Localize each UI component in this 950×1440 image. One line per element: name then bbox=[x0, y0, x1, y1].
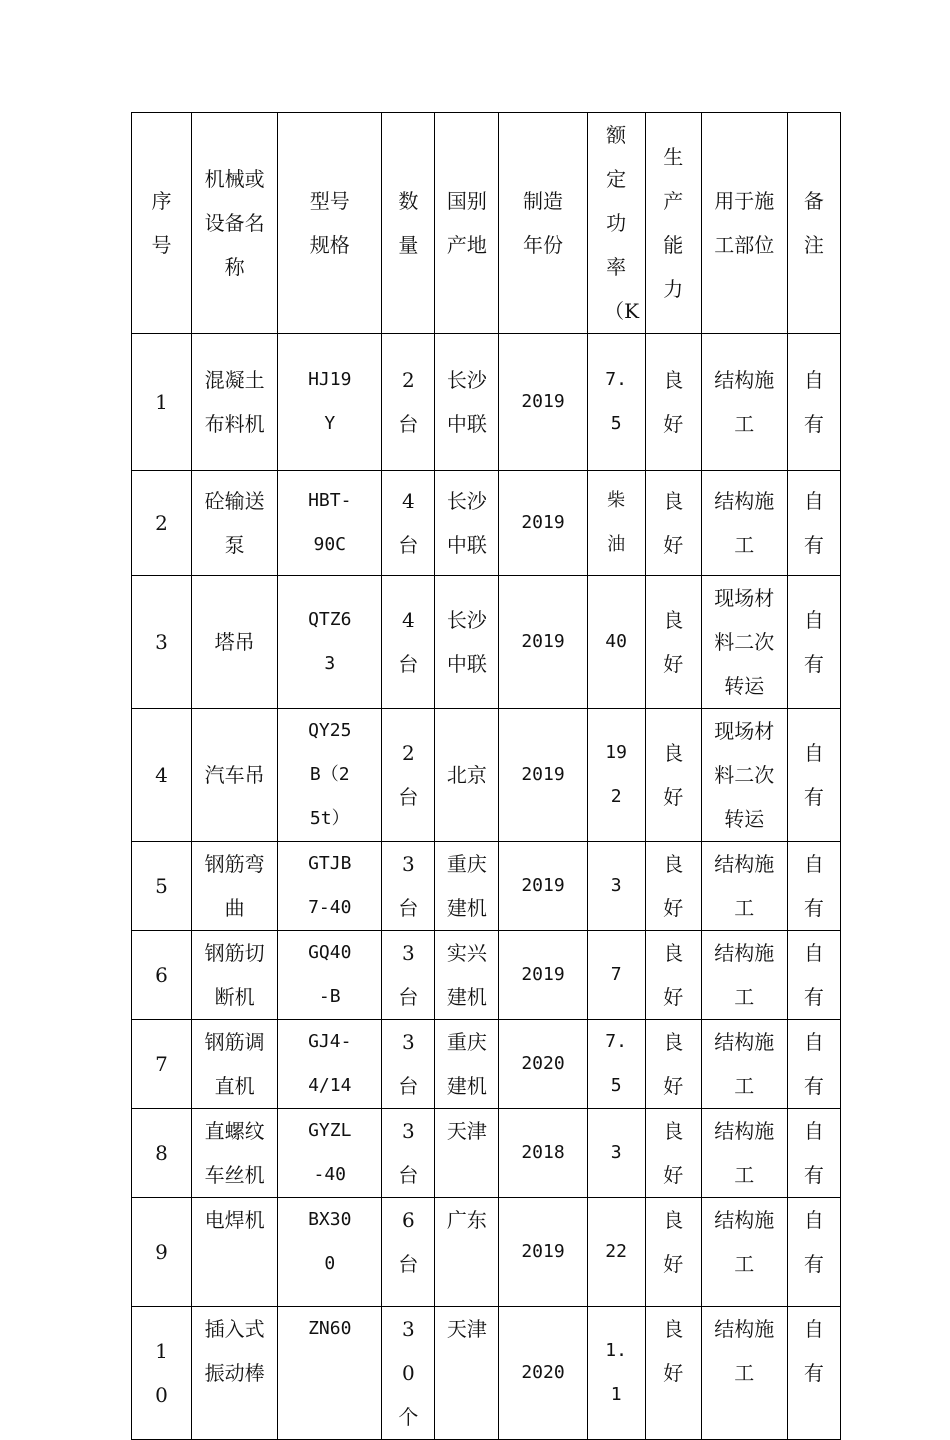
table-cell bbox=[499, 1109, 587, 1198]
header-cell bbox=[382, 113, 435, 334]
row-year: 2019 bbox=[521, 631, 565, 652]
table-cell bbox=[587, 842, 645, 931]
table-cell bbox=[132, 1198, 192, 1307]
row-power: 7.5 bbox=[605, 1031, 627, 1096]
table-cell bbox=[192, 334, 278, 471]
row-no: 10 bbox=[155, 1339, 168, 1407]
header-cell bbox=[787, 113, 840, 334]
row-note: 自有 bbox=[803, 368, 824, 436]
row-capacity: 良好 bbox=[663, 852, 684, 920]
table-cell bbox=[192, 1020, 278, 1109]
table-cell bbox=[435, 709, 499, 842]
row-note: 自有 bbox=[803, 741, 824, 809]
table-row bbox=[132, 334, 841, 471]
header-name: 机械或设备名称 bbox=[204, 167, 265, 279]
table-cell bbox=[382, 1020, 435, 1109]
table-cell bbox=[192, 1307, 278, 1440]
row-model: BX300 bbox=[308, 1209, 352, 1274]
table-cell bbox=[132, 1307, 192, 1440]
table-cell bbox=[645, 1307, 701, 1440]
table-cell bbox=[701, 576, 787, 709]
table-cell bbox=[499, 1307, 587, 1440]
table-cell bbox=[587, 931, 645, 1020]
row-name: 插入式振动棒 bbox=[204, 1317, 265, 1385]
row-power: 柴油 bbox=[607, 490, 626, 555]
table-cell bbox=[645, 1020, 701, 1109]
table-cell bbox=[787, 842, 840, 931]
row-capacity: 良好 bbox=[663, 368, 684, 436]
header-cell bbox=[587, 113, 645, 334]
table-cell bbox=[132, 1109, 192, 1198]
table-cell bbox=[278, 334, 382, 471]
row-name: 钢筋弯曲 bbox=[204, 852, 265, 920]
header-capacity: 生产能力 bbox=[663, 145, 684, 301]
row-no: 7 bbox=[155, 1052, 168, 1076]
table-cell bbox=[587, 576, 645, 709]
table-cell bbox=[499, 1198, 587, 1307]
row-name: 钢筋切断机 bbox=[204, 941, 265, 1009]
table-cell bbox=[192, 931, 278, 1020]
row-qty: 30个 bbox=[398, 1317, 419, 1429]
table-row bbox=[132, 1307, 841, 1440]
row-year: 2019 bbox=[521, 391, 565, 412]
table-cell bbox=[278, 1198, 382, 1307]
row-power: 3 bbox=[610, 875, 622, 896]
table-cell bbox=[645, 1198, 701, 1307]
row-qty: 2台 bbox=[398, 741, 419, 809]
table-cell bbox=[192, 471, 278, 576]
table-cell bbox=[645, 931, 701, 1020]
row-usage: 结构施工 bbox=[714, 1208, 775, 1276]
header-cell bbox=[499, 113, 587, 334]
row-qty: 3台 bbox=[398, 1119, 419, 1187]
row-year: 2018 bbox=[521, 1142, 565, 1163]
table-row bbox=[132, 931, 841, 1020]
header-note: 备注 bbox=[803, 189, 824, 257]
row-note: 自有 bbox=[803, 1208, 824, 1276]
table-cell bbox=[278, 1109, 382, 1198]
row-usage: 现场材料二次转运 bbox=[714, 586, 775, 698]
row-model: HBT-90C bbox=[308, 490, 352, 555]
row-no: 8 bbox=[155, 1141, 168, 1165]
row-qty: 4台 bbox=[398, 608, 419, 676]
row-usage: 结构施工 bbox=[714, 1030, 775, 1098]
row-no: 1 bbox=[155, 390, 168, 414]
header-row bbox=[132, 113, 841, 334]
row-power: 22 bbox=[605, 1241, 627, 1262]
header-origin: 国别产地 bbox=[446, 189, 487, 257]
row-qty: 6台 bbox=[398, 1208, 419, 1276]
row-usage: 结构施工 bbox=[714, 1119, 775, 1187]
table-cell bbox=[499, 931, 587, 1020]
row-power: 192 bbox=[605, 742, 627, 807]
table-row bbox=[132, 1198, 841, 1307]
table-cell bbox=[278, 1307, 382, 1440]
table-cell bbox=[382, 576, 435, 709]
row-no: 6 bbox=[155, 963, 168, 987]
table-cell bbox=[645, 471, 701, 576]
row-qty: 3台 bbox=[398, 852, 419, 920]
row-model: GTJB7-40 bbox=[308, 853, 352, 918]
table-cell bbox=[701, 1020, 787, 1109]
row-year: 2019 bbox=[521, 764, 565, 785]
table-cell bbox=[132, 576, 192, 709]
row-note: 自有 bbox=[803, 1119, 824, 1187]
table-cell bbox=[787, 1020, 840, 1109]
table-cell bbox=[132, 1020, 192, 1109]
table-cell bbox=[701, 471, 787, 576]
table-cell bbox=[278, 471, 382, 576]
row-name: 直螺纹车丝机 bbox=[204, 1119, 265, 1187]
table-row bbox=[132, 709, 841, 842]
table-row bbox=[132, 1020, 841, 1109]
row-qty: 2台 bbox=[398, 368, 419, 436]
row-usage: 现场材料二次转运 bbox=[714, 719, 775, 831]
table-cell bbox=[278, 842, 382, 931]
table-cell bbox=[645, 334, 701, 471]
table-cell bbox=[587, 1198, 645, 1307]
table-cell bbox=[435, 1020, 499, 1109]
row-no: 4 bbox=[155, 763, 168, 787]
table-cell bbox=[382, 1198, 435, 1307]
row-note: 自有 bbox=[803, 608, 824, 676]
row-origin: 天津 bbox=[446, 1317, 487, 1341]
equipment-table bbox=[131, 112, 841, 1440]
table-cell bbox=[587, 1307, 645, 1440]
header-cell bbox=[645, 113, 701, 334]
row-capacity: 良好 bbox=[663, 489, 684, 557]
header-cell bbox=[435, 113, 499, 334]
table-row bbox=[132, 471, 841, 576]
row-name: 塔吊 bbox=[214, 630, 255, 654]
table-cell bbox=[587, 1020, 645, 1109]
table-cell bbox=[192, 842, 278, 931]
row-qty: 4台 bbox=[398, 489, 419, 557]
table-cell bbox=[787, 1307, 840, 1440]
row-capacity: 良好 bbox=[663, 1317, 684, 1385]
table-cell bbox=[701, 709, 787, 842]
table-cell bbox=[278, 709, 382, 842]
row-note: 自有 bbox=[803, 852, 824, 920]
table-cell bbox=[435, 1198, 499, 1307]
row-name: 汽车吊 bbox=[204, 763, 265, 787]
row-origin: 重庆建机 bbox=[446, 852, 487, 920]
row-origin: 天津 bbox=[446, 1119, 487, 1143]
table-cell bbox=[435, 471, 499, 576]
header-cell bbox=[701, 113, 787, 334]
table-cell bbox=[645, 842, 701, 931]
row-capacity: 良好 bbox=[663, 608, 684, 676]
row-power: 7.5 bbox=[605, 369, 627, 434]
table-row bbox=[132, 1109, 841, 1198]
table-cell bbox=[499, 709, 587, 842]
row-usage: 结构施工 bbox=[714, 1317, 775, 1385]
table-cell bbox=[787, 1198, 840, 1307]
header-model: 型号规格 bbox=[309, 189, 350, 257]
row-no: 9 bbox=[155, 1240, 168, 1264]
table-cell bbox=[499, 576, 587, 709]
table-cell bbox=[132, 471, 192, 576]
row-power: 3 bbox=[610, 1142, 622, 1163]
row-usage: 结构施工 bbox=[714, 489, 775, 557]
table-cell bbox=[787, 471, 840, 576]
row-capacity: 良好 bbox=[663, 1208, 684, 1276]
row-qty: 3台 bbox=[398, 941, 419, 1009]
row-note: 自有 bbox=[803, 1030, 824, 1098]
row-no: 3 bbox=[155, 630, 168, 654]
table-cell bbox=[278, 576, 382, 709]
table-cell bbox=[787, 709, 840, 842]
row-no: 5 bbox=[155, 874, 168, 898]
table-cell bbox=[701, 931, 787, 1020]
table-cell bbox=[499, 334, 587, 471]
table-cell bbox=[499, 842, 587, 931]
row-power: 1.1 bbox=[605, 1340, 627, 1405]
row-power: 7 bbox=[610, 964, 622, 985]
row-name: 电焊机 bbox=[204, 1208, 265, 1232]
table-cell bbox=[645, 1109, 701, 1198]
row-capacity: 良好 bbox=[663, 1030, 684, 1098]
table-row bbox=[132, 576, 841, 709]
header-no: 序号 bbox=[151, 189, 172, 257]
header-power: 额定功率（K bbox=[604, 123, 640, 323]
row-capacity: 良好 bbox=[663, 1119, 684, 1187]
table-cell bbox=[435, 931, 499, 1020]
row-model: GQ40-B bbox=[308, 942, 352, 1007]
table-cell bbox=[787, 576, 840, 709]
row-name: 混凝土布料机 bbox=[204, 368, 265, 436]
row-model: QTZ63 bbox=[308, 609, 352, 674]
row-capacity: 良好 bbox=[663, 941, 684, 1009]
row-year: 2019 bbox=[521, 512, 565, 533]
table-cell bbox=[787, 334, 840, 471]
table-cell bbox=[587, 709, 645, 842]
table-cell bbox=[132, 842, 192, 931]
row-origin: 广东 bbox=[446, 1208, 487, 1232]
row-usage: 结构施工 bbox=[714, 941, 775, 1009]
table-cell bbox=[278, 1020, 382, 1109]
table-cell bbox=[435, 576, 499, 709]
table-cell bbox=[192, 1198, 278, 1307]
header-year: 制造年份 bbox=[523, 189, 564, 257]
table-cell bbox=[787, 1109, 840, 1198]
row-year: 2019 bbox=[521, 875, 565, 896]
row-note: 自有 bbox=[803, 1317, 824, 1385]
table-cell bbox=[435, 1109, 499, 1198]
table-cell bbox=[701, 842, 787, 931]
row-name: 砼输送泵 bbox=[204, 489, 265, 557]
table-cell bbox=[382, 471, 435, 576]
row-model: HJ19Y bbox=[308, 369, 352, 434]
row-power: 40 bbox=[605, 631, 627, 652]
table-cell bbox=[382, 1109, 435, 1198]
header-cell bbox=[192, 113, 278, 334]
row-capacity: 良好 bbox=[663, 741, 684, 809]
table-cell bbox=[382, 709, 435, 842]
row-qty: 3台 bbox=[398, 1030, 419, 1098]
row-year: 2019 bbox=[521, 964, 565, 985]
table-cell bbox=[278, 931, 382, 1020]
row-year: 2020 bbox=[521, 1362, 565, 1383]
table-cell bbox=[192, 576, 278, 709]
row-no: 2 bbox=[155, 511, 168, 535]
table-cell bbox=[587, 334, 645, 471]
row-model: QY25B（25t） bbox=[308, 720, 352, 829]
row-model: ZN60 bbox=[308, 1318, 352, 1339]
row-origin: 重庆建机 bbox=[446, 1030, 487, 1098]
row-model: GJ4-4/14 bbox=[308, 1031, 352, 1096]
row-note: 自有 bbox=[803, 941, 824, 1009]
table-cell bbox=[382, 931, 435, 1020]
row-usage: 结构施工 bbox=[714, 368, 775, 436]
table-cell bbox=[435, 842, 499, 931]
table-cell bbox=[435, 1307, 499, 1440]
header-usage: 用于施工部位 bbox=[714, 189, 775, 257]
table-cell bbox=[499, 1020, 587, 1109]
row-origin: 长沙中联 bbox=[446, 608, 487, 676]
table-cell bbox=[701, 1109, 787, 1198]
table-row bbox=[132, 842, 841, 931]
row-usage: 结构施工 bbox=[714, 852, 775, 920]
row-origin: 长沙中联 bbox=[446, 489, 487, 557]
row-origin: 实兴建机 bbox=[446, 941, 487, 1009]
table-cell bbox=[132, 931, 192, 1020]
table-cell bbox=[132, 709, 192, 842]
table-cell bbox=[435, 334, 499, 471]
table-cell bbox=[587, 1109, 645, 1198]
table-cell bbox=[645, 709, 701, 842]
row-name: 钢筋调直机 bbox=[204, 1030, 265, 1098]
row-year: 2019 bbox=[521, 1241, 565, 1262]
row-origin: 长沙中联 bbox=[446, 368, 487, 436]
table-cell bbox=[192, 709, 278, 842]
row-year: 2020 bbox=[521, 1053, 565, 1074]
table-cell bbox=[382, 1307, 435, 1440]
row-note: 自有 bbox=[803, 489, 824, 557]
table-cell bbox=[382, 334, 435, 471]
header-cell bbox=[278, 113, 382, 334]
table-cell bbox=[132, 334, 192, 471]
table-cell bbox=[382, 842, 435, 931]
table-cell bbox=[701, 1307, 787, 1440]
row-origin: 北京 bbox=[446, 763, 487, 787]
table-cell bbox=[787, 931, 840, 1020]
table-cell bbox=[701, 334, 787, 471]
table-cell bbox=[587, 471, 645, 576]
table-cell bbox=[192, 1109, 278, 1198]
header-qty: 数量 bbox=[398, 189, 419, 257]
table-cell bbox=[499, 471, 587, 576]
table-cell bbox=[645, 576, 701, 709]
table-cell bbox=[701, 1198, 787, 1307]
header-cell bbox=[132, 113, 192, 334]
row-model: GYZL-40 bbox=[308, 1120, 352, 1185]
